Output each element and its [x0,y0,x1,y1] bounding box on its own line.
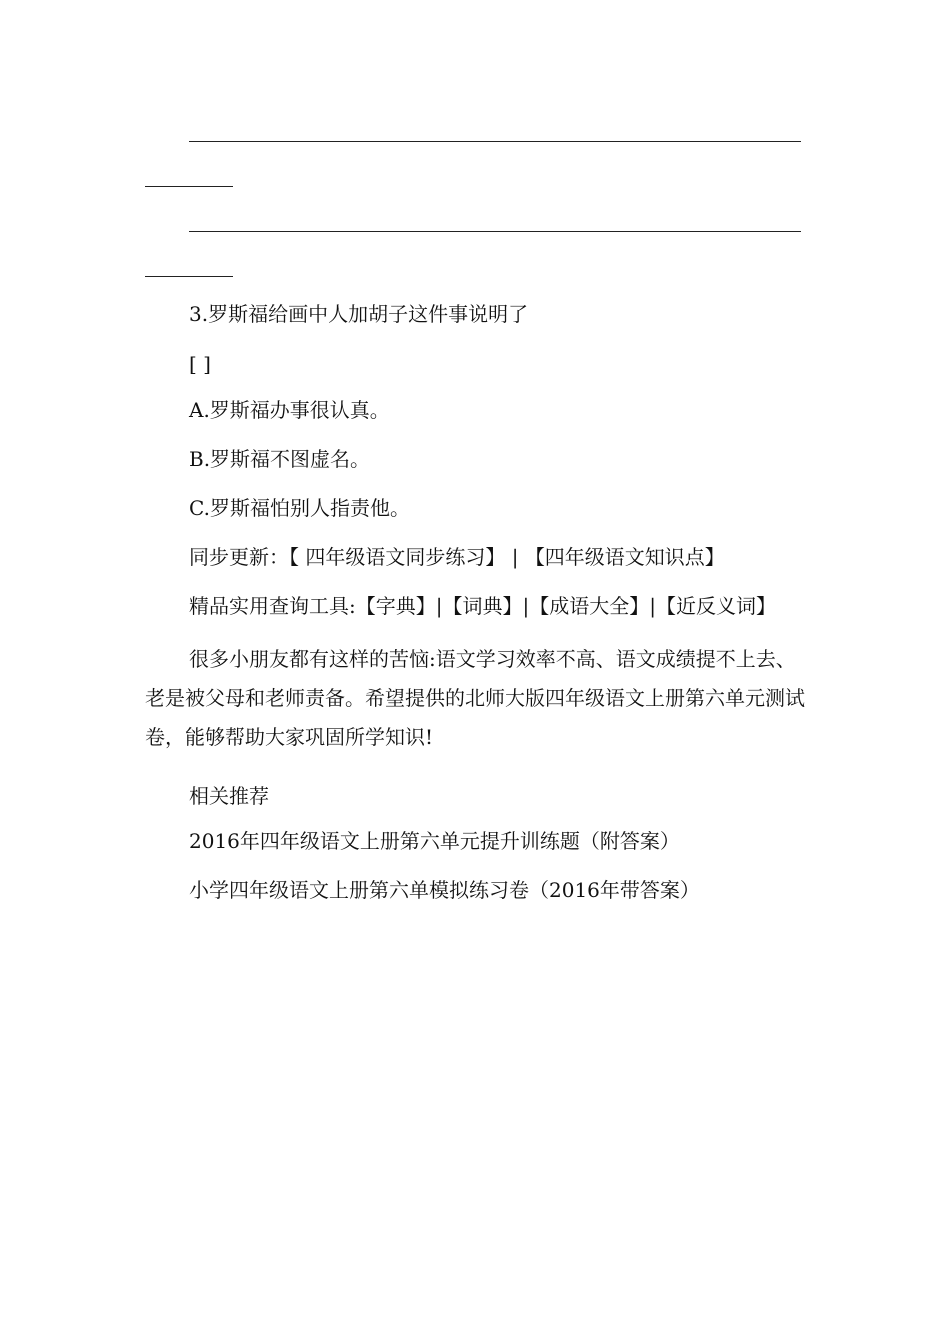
sync-update-line [189,545,725,569]
sync-update-label: 同步更新： [189,545,289,569]
answer-bracket[interactable]: [ ] [189,352,211,376]
link-dictionary-zidian[interactable]: 【字典】 [355,594,436,618]
separator: | [522,594,530,618]
related-item[interactable]: 2016年四年级语文上册第六单元提升训练题（附答案） [189,829,680,853]
tools-line [189,594,776,618]
link-synonyms-antonyms[interactable]: 【近反义词】 [656,594,776,618]
separator: | [505,545,525,569]
question-3-stem: 3.罗斯福给画中人加胡子这件事说明了 [189,302,529,326]
tools-label: 精品实用查询工具: [189,594,356,618]
option-a: A.罗斯福办事很认真。 [189,398,390,422]
link-grade4-chinese-sync-practice[interactable]: 【 四年级语文同步练习】 [289,545,506,569]
answer-blank-line-continuation[interactable] [145,276,233,277]
answer-blank-line[interactable] [189,141,801,142]
link-dictionary-cidian[interactable]: 【词典】 [442,594,523,618]
option-c: C.罗斯福怕别人指责他。 [189,496,410,520]
related-item[interactable]: 小学四年级语文上册第六单模拟练习卷（2016年带答案） [189,878,700,902]
separator: | [649,594,656,618]
answer-blank-line[interactable] [189,231,801,232]
option-b: B.罗斯福不图虚名。 [189,447,371,471]
related-heading: 相关推荐 [189,784,269,808]
closing-paragraph: 很多小朋友都有这样的苦恼:语文学习效率不高、语文成绩提不上去、老是被父母和老师责备。希望提供的北师大版四年级语文上册第六单元测试卷，能够帮助大家巩固所学知识! [145,647,805,749]
link-grade4-chinese-knowledge-points[interactable]: 【四年级语文知识点】 [524,545,725,569]
link-idioms[interactable]: 【成语大全】 [529,594,650,618]
answer-blank-line-continuation[interactable] [145,186,233,187]
separator: | [435,594,443,618]
